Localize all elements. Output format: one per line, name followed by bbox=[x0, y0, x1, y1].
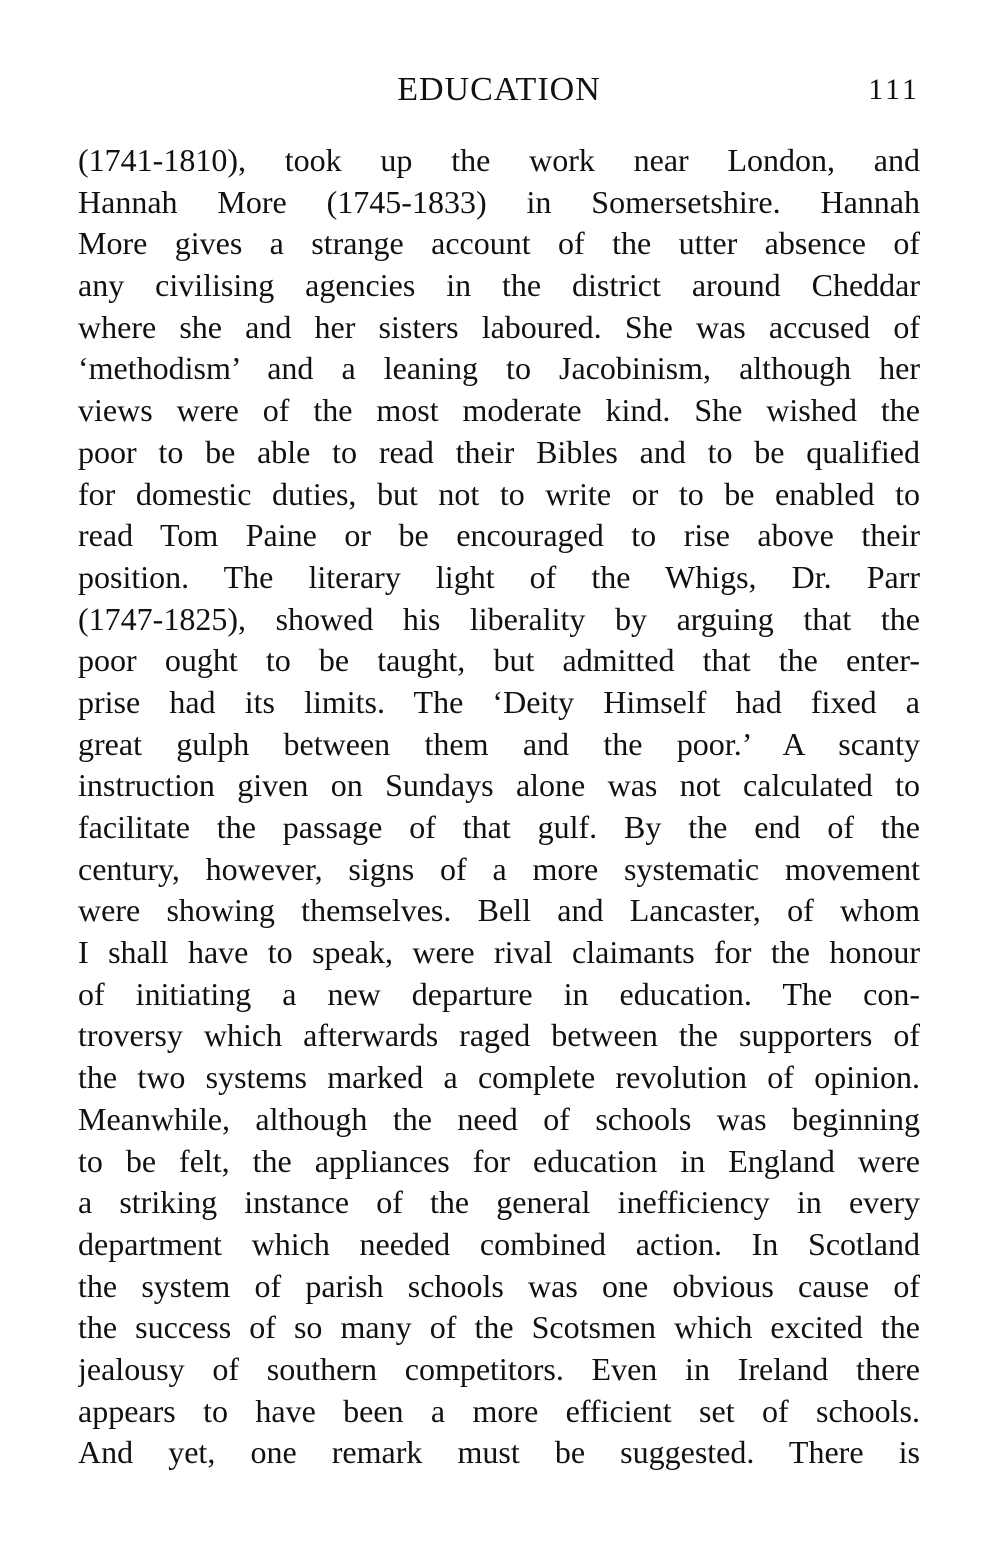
text-line: century, however, signs of a more systematic movement bbox=[78, 850, 920, 887]
text-line: (1741-1810), took up the work near London, and bbox=[78, 142, 920, 178]
text-line: department which needed combined action. In Scotland bbox=[78, 1225, 920, 1262]
text-line: poor to be able to read their Bibles and to be qualified bbox=[78, 433, 920, 470]
text-line: the two systems marked a complete revolution of opinion. bbox=[78, 1059, 920, 1096]
body-text bbox=[78, 140, 920, 1474]
text-line: where she and her sisters laboured. She was accused of bbox=[78, 308, 920, 345]
text-line: any civilising agencies in the district around Cheddar bbox=[78, 267, 920, 304]
text-line: to be felt, the appliances for education in England were bbox=[78, 1142, 920, 1179]
text-line: facilitate the passage of that gulf. By the end of the bbox=[78, 809, 920, 845]
text-line: great gulph between them and the poor.’ A scanty bbox=[78, 725, 920, 762]
text-line: read Tom Paine or be encouraged to rise above their bbox=[78, 517, 920, 554]
running-head bbox=[78, 68, 920, 112]
text-line: troversy which afterwards raged between the supporters of bbox=[78, 1017, 920, 1054]
text-line: Meanwhile, although the need of schools was beginning bbox=[78, 1100, 920, 1137]
text-line: instruction given on Sundays alone was not calculated to bbox=[78, 767, 920, 804]
text-line: were showing themselves. Bell and Lancaster, of whom bbox=[78, 892, 920, 929]
text-line: for domestic duties, but not to write or to be enabled to bbox=[78, 475, 920, 512]
text-line: Hannah More (1745-1833) in Somersetshire. Hannah bbox=[78, 183, 920, 220]
text-line: jealousy of southern competitors. Even in Ireland there bbox=[78, 1350, 920, 1387]
text-line: the system of parish schools was one obvious cause of bbox=[78, 1267, 920, 1304]
text-line: a striking instance of the general inefficiency in every bbox=[78, 1184, 920, 1221]
text-line: position. The literary light of the Whigs, Dr. Parr bbox=[78, 558, 920, 595]
text-line: the success of so many of the Scotsmen which excited the bbox=[78, 1309, 920, 1346]
text-line: And yet, one remark must be suggested. There is bbox=[78, 1434, 920, 1471]
text-line: I shall have to speak, were rival claimants for the honour bbox=[78, 934, 920, 971]
text-line: ‘methodism’ and a leaning to Jacobinism, although her bbox=[78, 350, 920, 387]
text-line: poor ought to be taught, but admitted that the enter- bbox=[78, 642, 920, 679]
text-line: of initiating a new departure in education. The con- bbox=[78, 975, 920, 1012]
text-line: More gives a strange account of the utter absence of bbox=[78, 225, 920, 262]
text-line: prise had its limits. The ‘Deity Himself had fixed a bbox=[78, 683, 920, 720]
running-title: EDUCATION bbox=[397, 71, 601, 108]
text-line: (1747-1825), showed his liberality by arguing that the bbox=[78, 600, 920, 637]
text-line: views were of the most moderate kind. She wished the bbox=[78, 392, 920, 429]
page-number: 111 bbox=[868, 73, 920, 106]
text-line: appears to have been a more efficient set of schools. bbox=[78, 1392, 920, 1429]
